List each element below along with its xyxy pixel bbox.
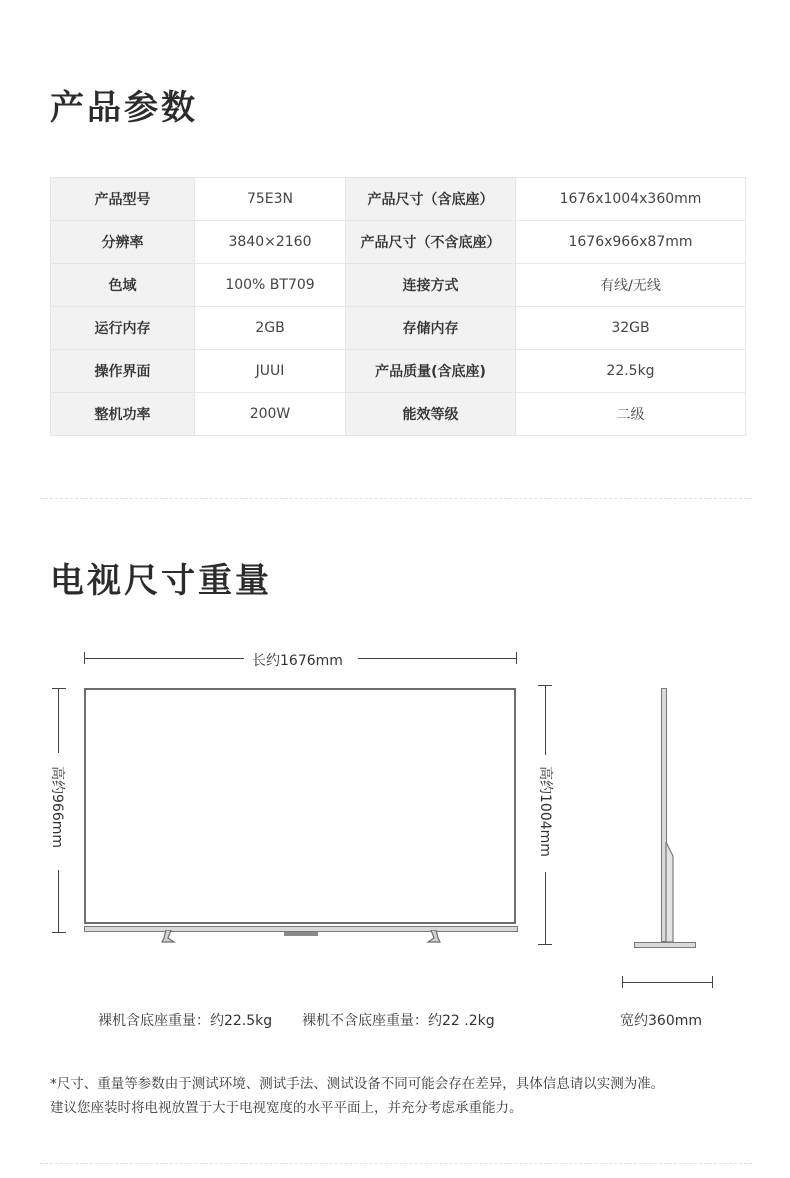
height-with-base-label: 高约1004mm — [537, 766, 553, 857]
spec-value: 1676x1004x360mm — [516, 178, 746, 221]
section-title-specs: 产品参数 — [50, 88, 198, 128]
tv-logo-bar — [284, 932, 318, 936]
spec-label: 产品尺寸（不含底座） — [346, 221, 516, 264]
disclaimer-notes — [50, 1072, 664, 1120]
spec-value: 32GB — [516, 307, 746, 350]
spec-label: 存储内存 — [346, 307, 516, 350]
note-line: *尺寸、重量等参数由于测试环境、测试手法、测试设备不同可能会存在差异，具体信息请以实测为准。 — [50, 1076, 665, 1092]
spec-value: 3840×2160 — [195, 221, 346, 264]
spec-row — [51, 307, 746, 350]
width-label: 长约1676mm — [252, 653, 343, 669]
tv-right-foot — [424, 930, 444, 944]
spec-row — [51, 264, 746, 307]
spec-row — [51, 393, 746, 436]
section-title-dimensions: 电视尺寸重量 — [50, 561, 272, 601]
weight-with-base: 裸机含底座重量：约22.5kg — [98, 1013, 273, 1029]
spec-label: 分辨率 — [51, 221, 195, 264]
tv-screen — [84, 688, 516, 924]
spec-value: 二级 — [516, 393, 746, 436]
spec-row — [51, 221, 746, 264]
spec-value: 100% BT709 — [195, 264, 346, 307]
spec-value: 22.5kg — [516, 350, 746, 393]
spec-value: 1676x966x87mm — [516, 221, 746, 264]
spec-label: 色域 — [51, 264, 195, 307]
spec-value: 75E3N — [195, 178, 346, 221]
spec-value: JUUI — [195, 350, 346, 393]
spec-label: 产品尺寸（含底座） — [346, 178, 516, 221]
note-line: 建议您座装时将电视放置于大于电视宽度的水平平面上，并充分考虑承重能力。 — [50, 1100, 523, 1116]
spec-label: 连接方式 — [346, 264, 516, 307]
depth-label: 宽约360mm — [620, 1013, 702, 1029]
spec-value: 2GB — [195, 307, 346, 350]
spec-label: 产品型号 — [51, 178, 195, 221]
spec-label: 产品质量(含底座) — [346, 350, 516, 393]
section-divider — [40, 498, 752, 499]
spec-label: 运行内存 — [51, 307, 195, 350]
spec-table — [50, 177, 746, 436]
spec-label: 整机功率 — [51, 393, 195, 436]
tv-side-back — [664, 842, 676, 942]
spec-row — [51, 178, 746, 221]
weight-without-base: 裸机不含底座重量：约22 .2kg — [302, 1013, 495, 1029]
height-no-base-label: 高约966mm — [49, 766, 65, 848]
tv-left-foot — [158, 930, 178, 944]
spec-value: 200W — [195, 393, 346, 436]
spec-row — [51, 350, 746, 393]
tv-side-base — [634, 942, 696, 948]
spec-label: 能效等级 — [346, 393, 516, 436]
spec-value: 有线/无线 — [516, 264, 746, 307]
section-divider — [40, 1163, 752, 1164]
spec-label: 操作界面 — [51, 350, 195, 393]
